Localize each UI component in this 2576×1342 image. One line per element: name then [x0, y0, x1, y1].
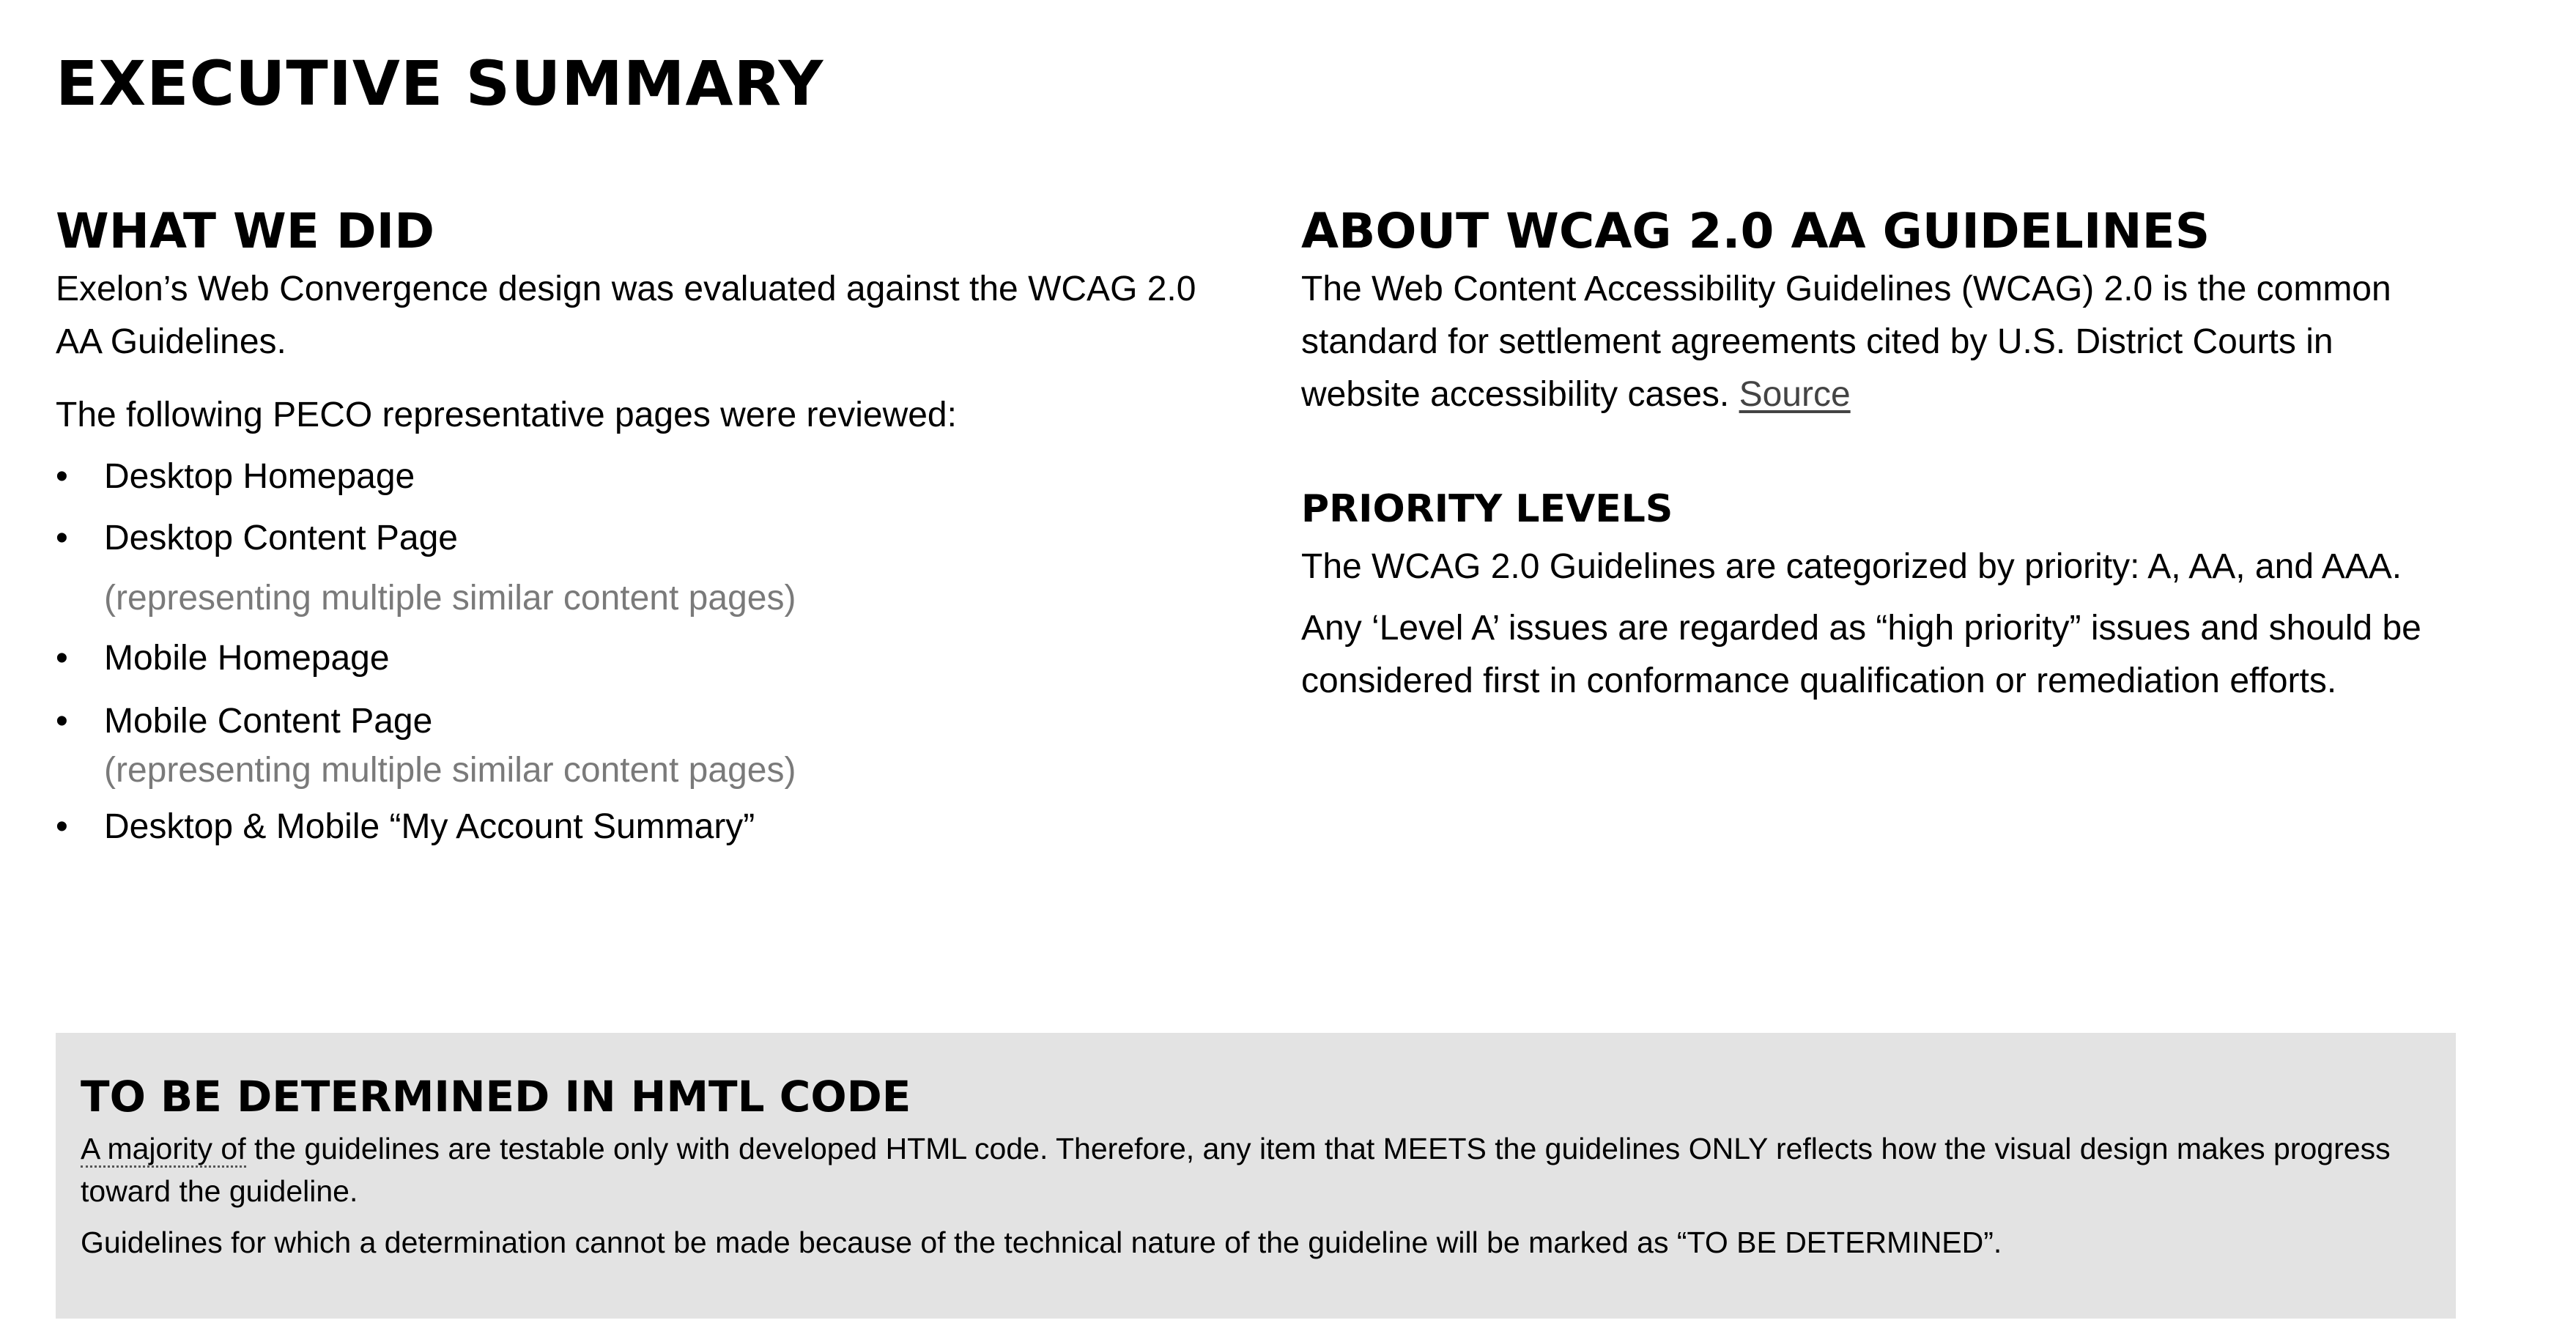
list-item — [56, 512, 1199, 625]
page-label: Desktop Content Page — [104, 518, 458, 557]
priority-line-2: Any ‘Level A’ issues are regarded as “high priority” issues and should be considered first in conformance qualification or remediation efforts. — [1301, 608, 2421, 700]
about-wcag-section — [1301, 205, 2459, 708]
bullet-icon: • — [56, 807, 68, 846]
bullet-icon: • — [56, 518, 68, 557]
tbd-paragraph-1-rest: the guidelines are testable only with developed HTML code. Therefore, any item that MEETS the guidelines ONLY reflects how the visual design makes progress toward the guideline. — [81, 1131, 2391, 1208]
tbd-panel — [56, 1033, 2456, 1319]
page-label: Mobile Homepage — [104, 638, 390, 678]
priority-levels-heading: PRIORITY LEVELS — [1301, 486, 1673, 531]
pages-intro: The following PECO representative pages were reviewed: — [56, 395, 957, 434]
priority-line-1: The WCAG 2.0 Guidelines are categorized by priority: A, AA, and AAA. — [1301, 546, 2402, 586]
tbd-paragraph-2: Guidelines for which a determination cannot be made because of the technical nature of the guideline will be marked as “TO BE DETERMINED”. — [81, 1225, 2002, 1259]
list-item — [56, 695, 1199, 793]
tbd-heading: TO BE DETERMINED IN HMTL CODE — [81, 1072, 911, 1122]
page-label: Desktop Homepage — [104, 456, 415, 496]
tbd-paragraph-1 — [81, 1127, 2431, 1212]
list-item — [56, 632, 1199, 685]
majority-phrase: A majority of — [81, 1132, 246, 1168]
bullet-icon: • — [56, 638, 68, 678]
what-we-did-section — [56, 205, 1199, 853]
reviewed-pages-list — [56, 451, 1199, 853]
about-wcag-heading: ABOUT WCAG 2.0 AA GUIDELINES — [1301, 203, 2210, 259]
list-item — [56, 451, 1199, 503]
about-wcag-body: The Web Content Accessibility Guidelines (WCAG) 2.0 is the common standard for settlement agreements cited by U.S. District Courts in website accessibility cases. — [1301, 269, 2391, 414]
what-we-did-heading: WHAT WE DID — [56, 203, 434, 259]
bullet-icon: • — [56, 456, 68, 496]
page-note: (representing multiple similar content pages) — [104, 750, 796, 790]
about-wcag-text — [1301, 263, 2459, 421]
page-title: EXECUTIVE SUMMARY — [56, 48, 824, 119]
page-label: Desktop & Mobile “My Account Summary” — [104, 807, 755, 846]
page-note: (representing multiple similar content pages) — [104, 578, 796, 618]
bullet-icon: • — [56, 701, 68, 741]
source-link[interactable]: Source — [1739, 374, 1851, 414]
list-item — [56, 801, 1199, 853]
page-label: Mobile Content Page — [104, 701, 433, 741]
what-we-did-intro: Exelon’s Web Convergence design was evaluated against the WCAG 2.0 AA Guidelines. — [56, 269, 1196, 361]
